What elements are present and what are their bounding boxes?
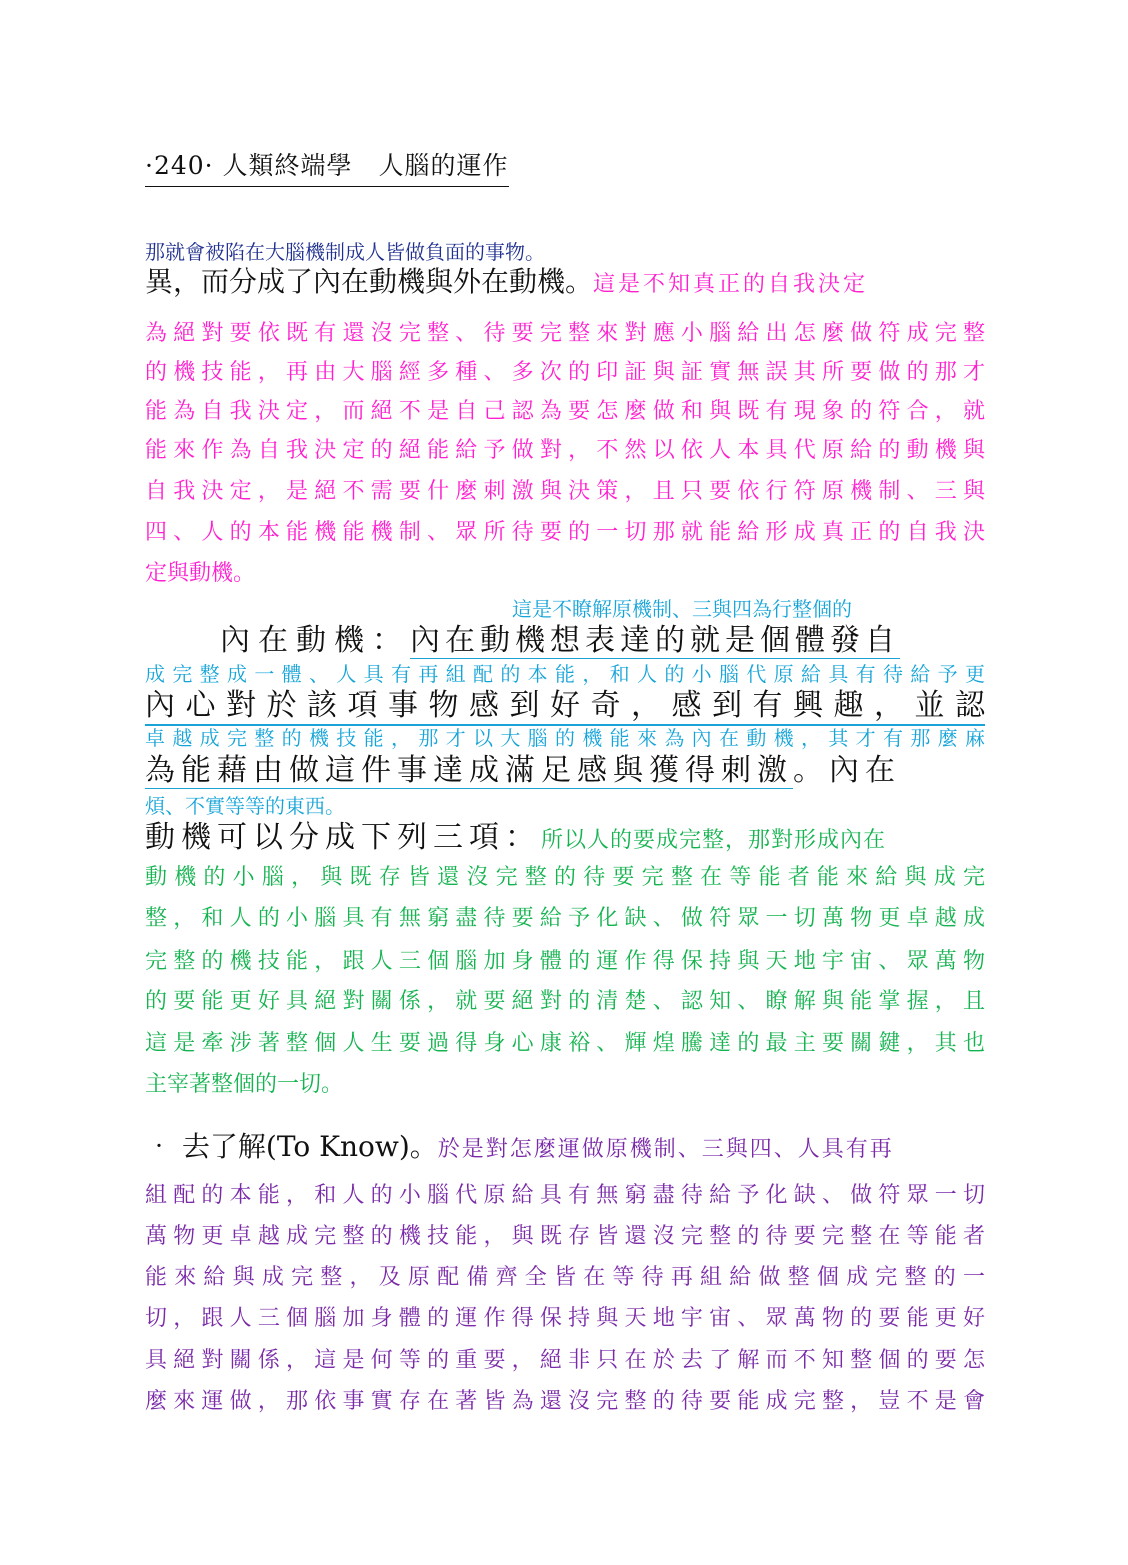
- annotation-line-12: 成完整成一體、人具有再組配的本能，和人的小腦代原給具有待給予更: [145, 662, 985, 686]
- annotation-line-3: 為絕對要依既有還沒完整、待要完整來對應小腦給出怎麼做符成完整: [145, 321, 985, 346]
- annotation-line-6: 能來作為自我決定的絕能給予做對，不然以依人本具代原給的動機與: [145, 438, 985, 463]
- body-line-15: [145, 745, 985, 789]
- annotation-line-5: 能為自我決定，而絕不是自己認為要怎麼做和與既有現象的符合，就: [145, 399, 985, 424]
- bullet-heading: ‧ 去了解(To Know)。: [145, 1130, 438, 1163]
- annotation-line-25: 組配的本能，和人的小腦代原給具有無窮盡待給予化缺、做符眾一切: [145, 1183, 985, 1208]
- term-definition: 內在動機想表達的就是個體發自: [410, 623, 900, 658]
- body-line-24: [145, 1125, 985, 1165]
- body-text: 動機可以分成下列三項：: [145, 820, 541, 855]
- annotation-line-8: 四、人的本能機能機制、眾所待要的一切那就能給形成真正的自我決: [145, 520, 985, 545]
- annotation-line-23: 主宰著整個的一切。: [145, 1072, 344, 1097]
- annotation-line-28: 切，跟人三個腦加身體的運作得保持與天地宇宙、眾萬物的要能更好: [145, 1306, 985, 1331]
- body-line-17: [145, 812, 985, 856]
- annotation-text: 這是不知真正的自我決定: [593, 272, 869, 297]
- body-text: 異，而分成了內在動機與外在動機。: [145, 265, 594, 298]
- annotation-line-7: 自我決定，是絕不需要什麼刺激與決策，且只要依行符原機制、三與: [145, 479, 985, 504]
- annotation-line-18: 動機的小腦，與既存皆還沒完整的待要完整在等能者能來給與成完: [145, 865, 985, 890]
- annotation-line-22: 這是牽涉著整個人生要過得身心康裕、輝煌騰達的最主要關鍵，其也: [145, 1031, 985, 1056]
- annotation-line-29: 具絕對關係，這是何等的重要，絕非只在於去了解而不知整個的要怎: [145, 1348, 985, 1373]
- annotation-line-19: 整，和人的小腦具有無窮盡待要給予化缺、做符眾一切萬物更卓越成: [145, 906, 985, 931]
- annotation-line-4: 的機技能，再由大腦經多種、多次的印証與証實無誤其所要做的那才: [145, 360, 985, 385]
- annotation-line-20: 完整的機技能，跟人三個腦加身體的運作得保持與天地宇宙、眾萬物: [145, 949, 985, 974]
- annotation-line-1: 那就會被陷在大腦機制成人皆做負面的事物。: [145, 240, 545, 264]
- body-line-11: [220, 615, 980, 659]
- annotation-text: 所以人的要成完整，那對形成內在: [541, 828, 887, 853]
- annotation-line-14: 卓越成完整的機技能，那才以大腦的機能來為內在動機，其才有那麼麻: [145, 726, 985, 750]
- annotation-line-21: 的要能更好具絕對關係，就要絕對的清楚、認知、瞭解與能掌握，且: [145, 989, 985, 1014]
- annotation-line-9: 定與動機。: [145, 561, 256, 586]
- annotation-line-27: 能來給與成完整，及原配備齊全皆在等待再組給做整個成完整的一: [145, 1265, 985, 1290]
- annotation-line-30: 麼來運做，那依事實存在著皆為還沒完整的待要能成完整，豈不是會: [145, 1389, 985, 1414]
- annotation-line-10: 這是不瞭解原機制、三與四為行整個的: [512, 597, 852, 621]
- body-text: 。內在: [793, 753, 901, 788]
- term-label: 內在動機：: [220, 623, 410, 658]
- running-header: ·240· 人類終端學 人腦的運作: [145, 146, 509, 187]
- body-line-2: [145, 260, 985, 300]
- annotation-text: 於是對怎麼運做原機制、三與四、人具有再: [437, 1137, 894, 1162]
- annotation-line-26: 萬物更卓越成完整的機技能，與既存皆還沒完整的待要完整在等能者: [145, 1224, 985, 1249]
- body-underlined: 為能藉由做這件事達成滿足感與獲得刺激: [145, 753, 793, 788]
- body-line-13: 內心對於該項事物感到好奇，感到有興趣，並認: [145, 680, 985, 726]
- annotation-line-16: 煩、不實等等的東西。: [145, 794, 345, 818]
